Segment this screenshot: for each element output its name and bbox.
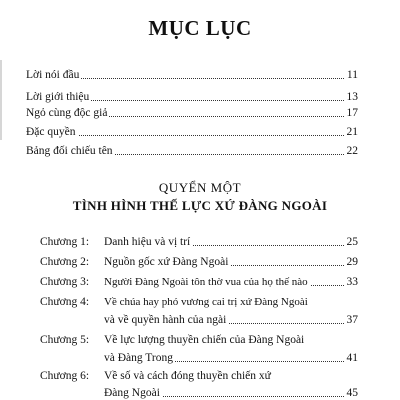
toc-entry-label: Đặc quyền [26,126,76,138]
chapter-page: 41 [346,352,358,364]
toc-entry-label: Lời giới thiệu [26,91,90,103]
part-subtitle: TÌNH HÌNH THẾ LỰC XỨ ĐÀNG NGOÀI [72,198,328,213]
chapter-number: Chương 1: [40,236,90,248]
chapter-title: Đàng Ngoài [92,386,162,400]
chapter-title-line: Về chúa hay phó vương cai trị xứ Đàng Ngoài [104,296,308,308]
part-heading: QUYỂN MỘT [158,180,242,195]
toc-entry-label: Bảng đối chiếu tên [26,145,113,157]
chapter-page: 45 [346,387,358,399]
chapter-page: 25 [346,236,358,248]
page-edge-shadow [0,60,2,140]
chapter-title: và về quyền hành của ngài [104,314,227,326]
chapter-number: Chương 5: [40,334,90,346]
chapter-number: Chương 6: [40,370,90,382]
chapter-number: Chương 4: [40,296,90,308]
toc-entry-page: 17 [346,107,358,119]
toc-entry-page: 11 [346,69,358,81]
chapter-title: Danh hiệu và vị trí [104,236,191,248]
page-title: MỤC LỤC [148,16,252,40]
chapter-title: Nguồn gốc xứ Đàng Ngoài [104,256,229,268]
chapter-title-line: Về số và cách đóng thuyền chiến xứ [104,370,271,382]
chapter-title-line: Về lực lượng thuyền chiến của Đàng Ngoài [104,334,305,346]
chapter-number: Chương 2: [40,256,90,268]
chapter-title: và Đàng Trong [104,352,174,364]
toc-entry-page: 21 [346,126,358,138]
chapter-number: Chương 3: [40,276,90,288]
chapter-page: 33 [346,276,358,288]
toc-entry-label: Ngỏ cùng độc giả [26,107,108,119]
chapter-title: Người Đàng Ngoài tôn thờ vua của họ thế nào [104,276,308,288]
toc-entry-page: 22 [346,145,358,157]
chapter-page: 29 [346,256,358,268]
toc-entry-page: 13 [346,91,358,103]
toc-entry-label: Lời nói đầu [26,69,80,81]
chapter-page: 37 [346,314,358,326]
